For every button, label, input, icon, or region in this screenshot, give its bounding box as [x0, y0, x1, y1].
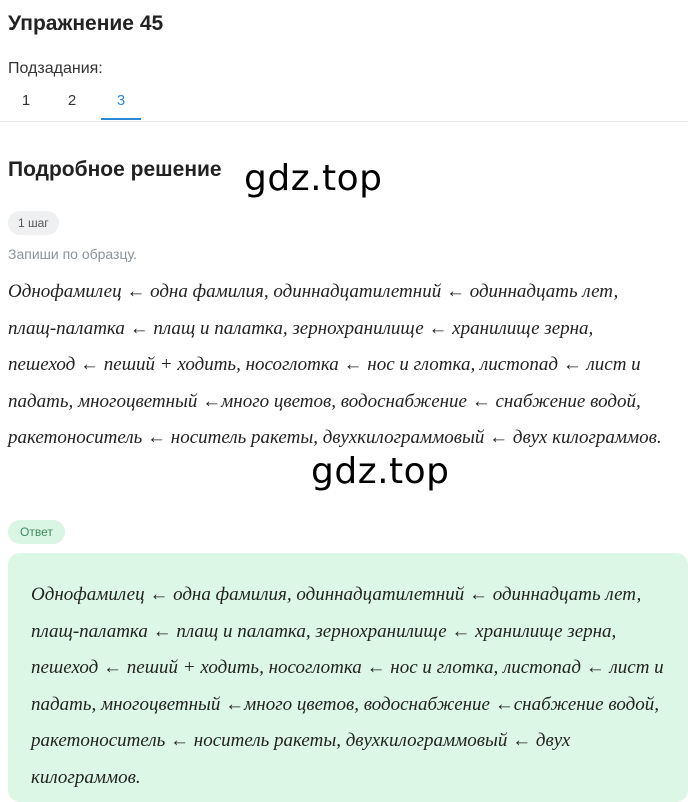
watermark: gdz.top — [244, 158, 383, 199]
tab-subtask-1[interactable]: 1 — [21, 92, 31, 109]
tab-subtask-3[interactable]: 3 — [116, 92, 126, 109]
subtasks-label: Подзадания: — [8, 60, 103, 77]
page-title: Упражнение 45 — [8, 12, 164, 35]
instruction-text: Запиши по образцу. — [8, 246, 137, 262]
answer-box — [8, 553, 688, 802]
watermark: gdz.top — [311, 451, 450, 492]
tab-subtask-2[interactable]: 2 — [67, 92, 77, 109]
active-tab-indicator — [101, 118, 141, 120]
step-badge: 1 шаг — [8, 211, 59, 235]
subtask-tabs — [0, 84, 688, 122]
answer-text: Однофамилец ← одна фамилия, одиннадцатилетний ← одиннадцать лет, плащ-палатка ← плащ и палатка, зернохранилище ← хранилище зерна, пешеход ← пеший + ходить, носоглотка ← нос и глотка, листопад ← лист и падать, многоцветный ←много цветов, водоснабжение ←снабжение водой, ракетоноситель ← носитель ракеты, двухкилограммовый ← двух килограммов. — [31, 584, 664, 788]
solution-text: Однофамилец ← одна фамилия, одиннадцатилетний ← одиннадцать лет, плащ-палатка ← плащ и палатка, зернохранилище ← хранилище зерна, пешеход ← пеший + ходить, носоглотка ← нос и глотка, листопад ← лист и падать, многоцветный ←много цветов, водоснабжение ← снабжение водой, ракетоноситель ← носитель ракеты, двухкилограммовый ← двух килограммов. — [8, 281, 662, 448]
answer-badge: Ответ — [8, 520, 65, 544]
solution-title: Подробное решение — [8, 158, 222, 181]
